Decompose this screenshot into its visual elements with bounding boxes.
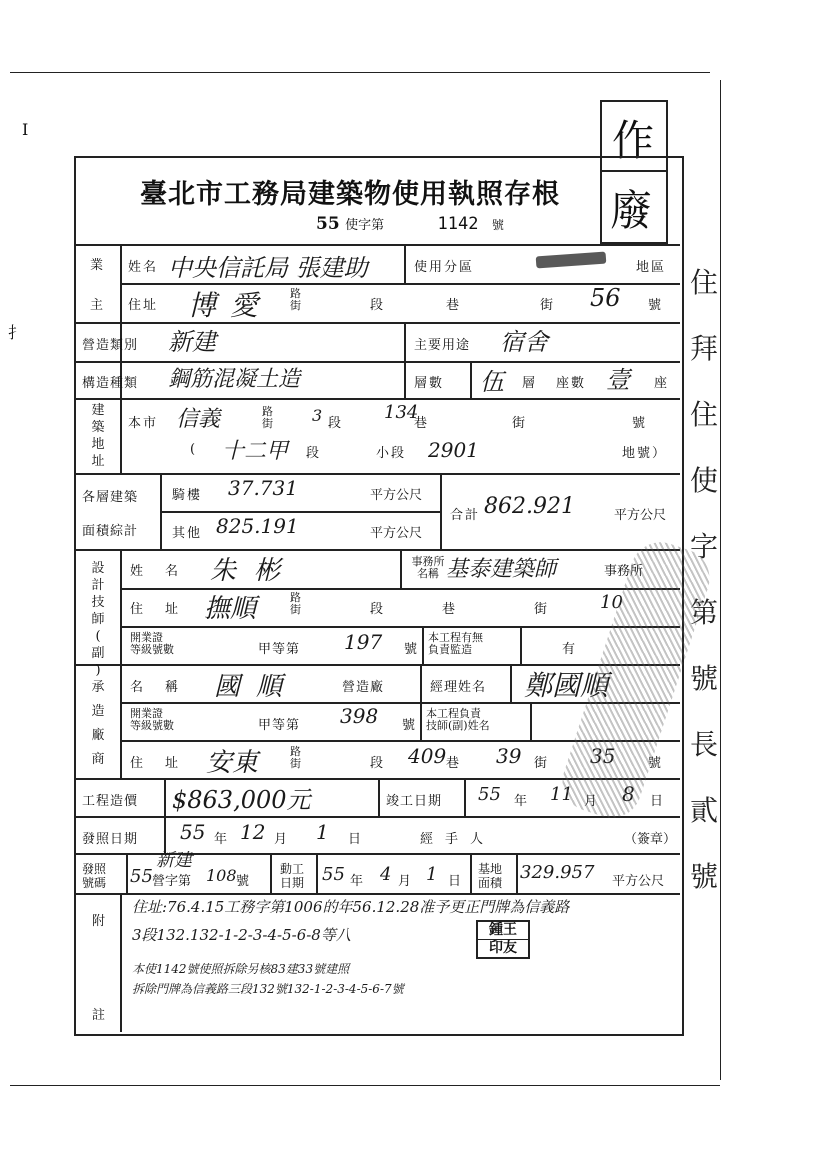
designer-license-label: 開業證 等級號數: [130, 631, 174, 656]
remarks-line-1: 住址:76.4.15工務字第1006的年56.12.28准予更正門牌為信義路: [132, 898, 570, 916]
handler-label: 經手人: [420, 832, 496, 847]
contractor-jie: 街: [534, 756, 550, 771]
start-day: 1: [426, 864, 438, 885]
structure-value: 鋼筋混凝土造: [168, 367, 301, 392]
contractor-address-hao: 號: [648, 756, 664, 771]
scan-top-border: [10, 72, 710, 73]
left-margin-mark: 扌: [8, 323, 25, 342]
owner-road-label: 路 街: [290, 287, 301, 312]
owner-address-no: 56: [590, 284, 621, 312]
buildings-value: 壹: [606, 366, 630, 394]
total-label: 合計: [450, 508, 481, 523]
completion-year: 55: [478, 784, 501, 805]
contractor-license-label: 開業證 等級號數: [130, 707, 174, 732]
contractor-section-label: 承 造 廠 商: [91, 680, 105, 767]
permit-word: 使字第: [345, 218, 385, 233]
owner-name-label: 姓名: [128, 260, 159, 275]
issue-u-month: 月: [274, 832, 290, 847]
site-lot-label: 地號）: [622, 446, 668, 461]
permit-number: 1142: [437, 214, 479, 234]
building-permit-note: 新建: [156, 850, 192, 871]
right-margin-fragment: 住 拜 住 使 字 第 號 長 貳 號: [690, 266, 719, 893]
site-plot-duan: 段: [306, 446, 322, 461]
designer-office-suffix: 事務所: [604, 564, 644, 579]
contractor-engineer-label: 本工程負責 技師(副)姓名: [426, 707, 490, 732]
remarks-seal: 鍾王 印友: [476, 920, 530, 959]
contractor-jie-no: 39: [496, 744, 522, 768]
contractor-address-no: 35: [590, 744, 616, 768]
site-open-paren: (: [190, 442, 198, 457]
arcade-label: 騎樓: [172, 488, 203, 503]
site-xiang: 巷: [414, 416, 430, 431]
contractor-name-label: 名稱: [130, 680, 201, 695]
floors-label: 層數: [414, 376, 445, 391]
site-lot-no: 2901: [428, 438, 479, 462]
site-area-value: 329.957: [520, 862, 595, 883]
zone-suffix: 地區: [636, 260, 667, 275]
designer-office-label: 事務所 名稱: [411, 555, 445, 580]
remarks-line-2: 3段132.132-1-2-3-4-5-6-8等八: [132, 926, 351, 944]
start-u-day: 日: [448, 874, 462, 889]
owner-name-value: 中央信託局 張建助: [168, 254, 368, 282]
site-xiang-no: 134: [384, 402, 419, 423]
site-sub-section: 小段: [376, 446, 407, 461]
completion-u-year: 年: [514, 794, 530, 809]
contractor-duan: 段: [370, 756, 386, 771]
left-margin-mark: I: [22, 120, 29, 139]
designer-address-label: 住址: [130, 602, 201, 617]
building-permit-hao: 號: [236, 874, 250, 889]
contractor-license-grade: 甲等第: [258, 718, 301, 733]
remarks-line-3: 本使1142號使照拆除另核83建33號建照: [132, 962, 350, 976]
start-month: 4: [380, 864, 392, 885]
contractor-manager-label: 經理姓名: [430, 680, 487, 695]
contractor-name-suffix: 營造廠: [342, 680, 385, 695]
other-label: 其他: [172, 526, 203, 541]
designer-address-no: 10: [600, 592, 623, 613]
issue-month: 12: [240, 820, 266, 844]
structure-label: 構造種類: [82, 376, 139, 391]
designer-office-value: 基泰建築師: [446, 557, 557, 582]
permit-number-line: [316, 214, 504, 234]
contractor-road-label: 路 街: [290, 745, 301, 770]
designer-name-value: 朱彬: [210, 556, 299, 586]
building-permit-word: 營字第: [152, 874, 192, 889]
designer-road-label: 路 街: [290, 591, 301, 616]
floor-area-label-1: 各層建築: [82, 490, 139, 505]
cost-label: 工程造價: [82, 794, 139, 809]
site-duan-no: 3: [312, 406, 323, 425]
designer-address-value: 撫順: [204, 594, 257, 624]
contractor-license-hao: 號: [402, 718, 418, 733]
owner-hao: 號: [648, 298, 664, 313]
issue-u-year: 年: [214, 832, 230, 847]
site-duan: 段: [328, 416, 344, 431]
building-permit-no: 108: [206, 866, 237, 885]
start-date-label: 動工 日期: [280, 862, 305, 890]
form-title: 臺北市工務局建築物使用執照存根: [140, 179, 560, 210]
other-value: 825.191: [216, 514, 299, 538]
site-jie: 街: [512, 416, 528, 431]
contractor-address-label: 住址: [130, 756, 201, 771]
start-year: 55: [322, 864, 345, 885]
total-unit: 平方公尺: [614, 508, 667, 523]
site-road-label: 路 街: [262, 405, 273, 430]
completion-label: 竣工日期: [386, 794, 443, 809]
completion-u-month: 月: [584, 794, 600, 809]
designer-supervisor-label: 本工程有無 負責監造: [428, 631, 483, 656]
total-value: 862.921: [484, 494, 575, 519]
designer-license-hao: 號: [404, 642, 420, 657]
remarks-label-bottom: 註: [92, 1008, 108, 1023]
start-u-month: 月: [398, 874, 412, 889]
designer-supervisor-value: 有: [562, 642, 578, 657]
completion-u-day: 日: [650, 794, 666, 809]
designer-license-no: 197: [344, 630, 383, 654]
site-area-unit: 平方公尺: [612, 874, 665, 889]
owner-address-value: 博愛: [188, 289, 273, 322]
floor-area-label-2: 面積綜計: [82, 524, 139, 539]
scan-bottom-border: [10, 1085, 720, 1086]
permit-prefix: 55: [316, 214, 340, 234]
site-plot-section: 十二甲: [222, 439, 289, 464]
building-permit-year: 55: [130, 866, 153, 887]
contractor-address-value: 安東: [206, 748, 259, 778]
contractor-xiang-no: 409: [408, 744, 447, 768]
issue-day: 1: [316, 820, 329, 844]
issue-date-label: 發照日期: [82, 832, 139, 847]
owner-section-label-1: 業: [90, 258, 106, 273]
owner-duan: 段: [370, 298, 386, 313]
site-hao: 號: [632, 416, 648, 431]
contractor-license-no: 398: [340, 704, 379, 728]
other-unit: 平方公尺: [370, 526, 423, 541]
owner-jie: 街: [540, 298, 556, 313]
contractor-name-value: 國順: [214, 672, 299, 702]
site-area-label: 基地 面積: [478, 862, 503, 890]
issue-u-day: 日: [348, 832, 364, 847]
completion-day: 8: [622, 782, 635, 806]
site-city: 本市: [128, 416, 159, 431]
remarks-label-top: 附: [92, 914, 108, 929]
designer-xiang: 巷: [442, 602, 458, 617]
owner-section-label-2: 主: [90, 298, 106, 313]
buildings-label: 座數: [556, 376, 587, 391]
site-section-label: 建 築 地 址: [91, 403, 105, 469]
contractor-xiang: 巷: [446, 756, 462, 771]
designer-duan: 段: [370, 602, 386, 617]
buildings-unit: 座: [654, 376, 670, 391]
construction-type-label: 營造類別: [82, 338, 139, 353]
contractor-manager-value: 鄭國順: [524, 669, 609, 702]
completion-month: 11: [550, 784, 573, 805]
construction-type-value: 新建: [168, 328, 216, 356]
designer-name-label: 姓名: [130, 564, 201, 579]
main-use-value: 宿舍: [500, 328, 548, 356]
main-use-label: 主要用途: [414, 338, 471, 353]
permit-suffix: 號: [491, 218, 504, 232]
owner-xiang: 巷: [446, 298, 462, 313]
arcade-unit: 平方公尺: [370, 488, 423, 503]
cost-value: $863,000元: [172, 786, 311, 814]
start-u-year: 年: [350, 874, 364, 889]
remarks-line-4: 拆除門牌為信義路三段132號132-1-2-3-4-5-6-7號: [132, 982, 404, 996]
void-stamp: 作 廢: [600, 100, 668, 244]
site-road: 信義: [176, 407, 221, 432]
designer-section-label: 設 計 技 師 ( 副 ): [91, 561, 105, 678]
floors-unit: 層: [522, 376, 538, 391]
floors-value: 伍: [480, 368, 504, 396]
designer-jie: 街: [534, 602, 550, 617]
building-permit-label: 發照 號碼: [82, 862, 107, 890]
arcade-value: 37.731: [228, 476, 298, 500]
issue-year: 55: [180, 820, 206, 844]
owner-address-label: 住址: [128, 298, 159, 313]
designer-license-grade: 甲等第: [258, 642, 301, 657]
seal-label: （簽章）: [624, 832, 677, 847]
zone-label: 使用分區: [414, 260, 475, 275]
